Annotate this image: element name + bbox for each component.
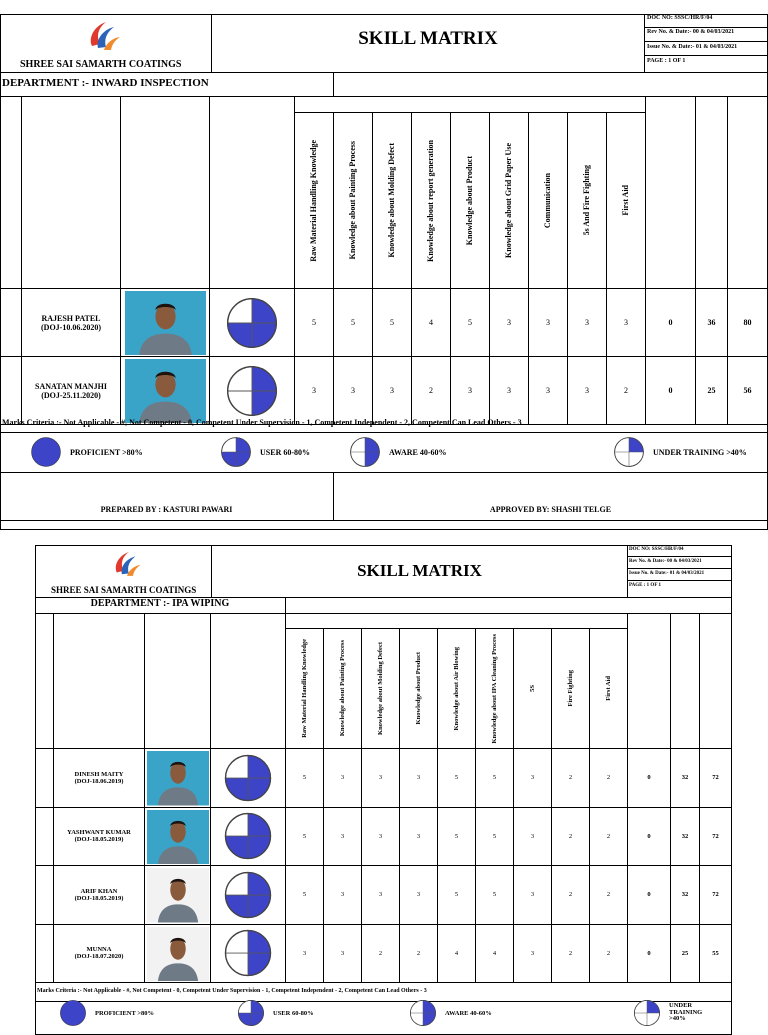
column-header-total-marks: [696, 96, 728, 289]
page-number: PAGE : 1 OF 1: [629, 583, 661, 588]
employee-photo: [147, 868, 209, 923]
row-photo-cell: [145, 808, 211, 867]
company-logo: [84, 18, 124, 54]
column-header-score: [728, 96, 768, 289]
legend-label: UNDER TRAINING >40%: [653, 447, 747, 457]
row-skill-level: [211, 925, 286, 984]
column-header-skill-group: [286, 613, 628, 629]
row-score: 80: [728, 289, 768, 357]
column-header-skill: [373, 113, 412, 289]
skill-mark: 3: [373, 357, 412, 425]
column-header-skill: [490, 113, 529, 289]
divider: [0, 72, 768, 73]
person-photo-icon: [147, 751, 209, 806]
marks-criteria: Marks Criteria :- Not Applicable - #, Not Competent - 0, Competent Under Supervision - 1, Competent Independent - 2, Competent Can Lead Others - 3: [37, 988, 427, 994]
row-score: 55: [700, 925, 732, 984]
skill-mark: 5: [476, 866, 514, 925]
doc-number: DOC NO: SSSC/HR/F/04: [647, 15, 713, 21]
row-name-cell: [54, 925, 145, 984]
column-header-sr: [35, 613, 54, 749]
date-of-joining: (DOJ-18.06.2019): [74, 777, 124, 785]
column-header-skill: [607, 113, 646, 289]
skill-mark: 3: [514, 749, 552, 808]
row-name-cell: [22, 357, 121, 425]
skill-mark: 5: [476, 749, 514, 808]
row-total-marks: 32: [671, 808, 700, 867]
row-name-cell: [22, 289, 121, 357]
skill-mark: 3: [324, 808, 362, 867]
skill-name: Knowledge about report generation: [426, 139, 436, 262]
row-total-marks: 25: [671, 925, 700, 984]
row-skill-level: [210, 357, 295, 425]
skill-mark: 3: [362, 749, 400, 808]
skill-mark: 5: [438, 749, 476, 808]
legend-item: [349, 434, 447, 470]
skill-mark: 3: [514, 925, 552, 984]
date-of-joining: (DOJ-18.07.2020): [74, 953, 124, 961]
column-header-skill-level: [211, 613, 286, 749]
skill-level-pie-icon: [409, 999, 437, 1027]
person-photo-icon: [125, 291, 206, 355]
skill-mark: 2: [607, 357, 646, 425]
skill-mark: 2: [590, 925, 628, 984]
marks-criteria: Marks Criteria :- Not Applicable - #, Not Competent - 0, Competent Under Supervision - 1, Competent Independent - 2, Competent Can Lead Others - 3: [2, 418, 522, 427]
employee-photo: [147, 751, 209, 806]
skill-name: Knowledge about Grid Paper Use: [504, 143, 514, 258]
skill-name: Knowledge about Molding Defect: [387, 143, 397, 258]
skill-level-pie-icon: [223, 753, 273, 803]
person-photo-icon: [147, 927, 209, 982]
skill-mark: 3: [295, 357, 334, 425]
legend-label: USER 60-80%: [260, 447, 311, 457]
skill-mark: 5: [438, 808, 476, 867]
skill-name: Fire Fighting: [566, 670, 574, 707]
column-header-skill-level: [210, 96, 295, 289]
row-sr-number: [35, 925, 54, 984]
issue-number: Issue No. & Date:- 01 & 04/03/2021: [629, 571, 705, 576]
issue-number: Issue No. & Date:- 01 & 04/03/2021: [647, 44, 738, 50]
skill-name: Raw Material Handling Knowledge: [300, 639, 308, 738]
date-of-joining: (DOJ-25.11.2020): [41, 390, 101, 400]
department-label: DEPARTMENT :- INWARD INSPECTION: [2, 77, 209, 89]
column-header-blank: [646, 96, 696, 289]
skill-mark: 5: [286, 749, 324, 808]
column-header-photographs: [121, 96, 210, 289]
column-header-skill: [451, 113, 490, 289]
legend-label: PROFICIENT >80%: [70, 447, 143, 457]
skill-mark: 4: [476, 925, 514, 984]
person-photo-icon: [125, 359, 206, 423]
row-score: 56: [728, 357, 768, 425]
skill-mark: 3: [568, 289, 607, 357]
column-header-name: [54, 613, 145, 749]
column-header-sr: [0, 96, 22, 289]
skill-mark: 2: [590, 866, 628, 925]
row-blank-value: 0: [628, 925, 671, 984]
skill-mark: 3: [334, 357, 373, 425]
column-header-score: [700, 613, 732, 749]
row-blank-value: 0: [628, 808, 671, 867]
skill-mark: 3: [324, 749, 362, 808]
date-of-joining: (DOJ-18.05.2019): [74, 894, 124, 902]
legend-label: AWARE 40-60%: [445, 1009, 492, 1017]
legend-item: [409, 1002, 492, 1024]
employee-photo: [147, 927, 209, 982]
employee-photo: [125, 359, 206, 423]
employee-name: ARIF KHAN: [80, 887, 118, 895]
skill-level-pie-icon: [59, 999, 87, 1027]
legend-item: [220, 434, 310, 470]
skill-matrix-sheet-inward: [0, 14, 768, 530]
prepared-by: PREPARED BY : KASTURI PAWARI: [100, 505, 233, 514]
row-total-marks: 25: [696, 357, 728, 425]
column-header-skill: [514, 629, 552, 749]
legend-item: [237, 1002, 314, 1024]
legend-item: [633, 1002, 719, 1024]
skill-mark: 3: [362, 866, 400, 925]
employee-name: YASHWANT KUMAR: [67, 829, 131, 837]
row-sr-number: [0, 289, 22, 357]
row-sr-number: [35, 808, 54, 867]
row-blank-value: 0: [646, 289, 696, 357]
employee-name: MUNNA: [86, 946, 112, 954]
row-sr-number: [35, 749, 54, 808]
approved-by: APPROVED BY: SHASHI TELGE: [489, 505, 612, 514]
skill-level-pie-icon: [225, 364, 279, 418]
row-sr-number: [0, 357, 22, 425]
skill-mark: 3: [400, 749, 438, 808]
column-header-skill: [438, 629, 476, 749]
skill-level-pie-icon: [30, 436, 62, 468]
legend-label: PROFICIENT >80%: [95, 1009, 155, 1017]
logo-mark-icon: [110, 548, 144, 580]
row-photo-cell: [121, 289, 210, 357]
date-of-joining: (DOJ-18.05.2019): [74, 836, 124, 844]
skill-mark: 5: [286, 808, 324, 867]
skill-level-pie-icon: [223, 811, 273, 861]
skill-mark: 5: [373, 289, 412, 357]
skill-name: First Aid: [621, 185, 631, 216]
skill-level-pie-icon: [237, 999, 265, 1027]
column-header-skill: [552, 629, 590, 749]
legend-label: USER 60-80%: [273, 1009, 314, 1017]
column-header-skill: [400, 629, 438, 749]
date-of-joining: (DOJ-10.06.2020): [41, 322, 101, 332]
row-skill-level: [211, 749, 286, 808]
skill-level-pie-icon: [220, 436, 252, 468]
skill-matrix-sheet-ipa: [35, 545, 732, 1024]
skill-level-pie-icon: [633, 999, 661, 1027]
column-header-skill: [286, 629, 324, 749]
row-sr-number: [35, 866, 54, 925]
skill-mark: 2: [552, 749, 590, 808]
skill-mark: 3: [324, 925, 362, 984]
company-name: SHREE SAI SAMARTH COATINGS: [51, 585, 197, 595]
revision-number: Rev No. & Date:- 00 & 04/03/2021: [647, 29, 735, 35]
legend: [35, 1002, 732, 1024]
skill-name: 5S: [528, 685, 536, 692]
doc-number: DOC NO: SSSC/HR/F/04: [629, 547, 684, 552]
skill-level-pie-icon: [349, 436, 381, 468]
skill-table: [35, 613, 732, 985]
skill-name: First Aid: [604, 676, 612, 701]
skill-mark: 3: [451, 357, 490, 425]
skill-mark: 2: [590, 749, 628, 808]
row-blank-value: 0: [646, 357, 696, 425]
employee-name: DINESH MAITY: [74, 770, 124, 778]
skill-level-pie-icon: [225, 296, 279, 350]
skill-name: Knowledge about Air Blowing: [452, 646, 460, 731]
column-header-name: [22, 96, 121, 289]
employee-photo: [147, 810, 209, 865]
skill-mark: 3: [324, 866, 362, 925]
skill-mark: 5: [451, 289, 490, 357]
column-header-blank: [628, 613, 671, 749]
legend-item: [59, 1002, 154, 1024]
skill-mark: 2: [400, 925, 438, 984]
page-title: SKILL MATRIX: [357, 561, 482, 580]
skill-mark: 5: [334, 289, 373, 357]
column-header-skill-group: [295, 96, 646, 113]
row-name-cell: [54, 749, 145, 808]
row-score: 72: [700, 808, 732, 867]
skill-mark: 3: [400, 808, 438, 867]
company-logo: [110, 548, 144, 580]
skill-mark: 4: [412, 289, 451, 357]
row-total-marks: 32: [671, 749, 700, 808]
row-photo-cell: [121, 357, 210, 425]
logo-mark-icon: [84, 18, 124, 54]
skill-name: Knowledge about Painting Process: [348, 141, 358, 260]
skill-table: [0, 96, 768, 416]
column-header-skill: [334, 113, 373, 289]
skill-mark: 3: [490, 289, 529, 357]
row-skill-level: [211, 808, 286, 867]
column-header-skill: [476, 629, 514, 749]
column-header-skill: [324, 629, 362, 749]
skill-mark: 3: [490, 357, 529, 425]
skill-mark: 5: [476, 808, 514, 867]
skill-mark: 4: [438, 925, 476, 984]
skill-mark: 3: [362, 808, 400, 867]
skill-mark: 2: [552, 925, 590, 984]
skill-name: Knowledge about Product: [465, 155, 475, 246]
column-header-skill: [529, 113, 568, 289]
skill-name: Knowledge about Painting Process: [338, 640, 346, 737]
skill-level-pie-icon: [223, 870, 273, 920]
skill-mark: 5: [438, 866, 476, 925]
skill-mark: 2: [412, 357, 451, 425]
legend-label: AWARE 40-60%: [389, 447, 447, 457]
skill-mark: 5: [286, 866, 324, 925]
skill-mark: 3: [514, 866, 552, 925]
skill-name: Knowledge about Product: [414, 652, 422, 725]
row-name-cell: [54, 866, 145, 925]
row-photo-cell: [145, 749, 211, 808]
divider: [644, 14, 645, 72]
row-photo-cell: [145, 925, 211, 984]
row-skill-level: [210, 289, 295, 357]
revision-number: Rev No. & Date:- 00 & 04/03/2021: [629, 559, 702, 564]
column-header-skill: [295, 113, 334, 289]
row-total-marks: 32: [671, 866, 700, 925]
column-header-skill: [590, 629, 628, 749]
employee-name: SANATAN MANJHI: [35, 381, 107, 391]
skill-mark: 3: [514, 808, 552, 867]
row-blank-value: 0: [628, 749, 671, 808]
legend-item: [30, 434, 143, 470]
skill-mark: 2: [552, 808, 590, 867]
column-header-skill: [412, 113, 451, 289]
person-photo-icon: [147, 810, 209, 865]
skill-mark: 3: [607, 289, 646, 357]
row-blank-value: 0: [628, 866, 671, 925]
skill-mark: 3: [400, 866, 438, 925]
employee-photo: [125, 291, 206, 355]
skill-mark: 2: [362, 925, 400, 984]
page-title: SKILL MATRIX: [358, 28, 498, 49]
row-name-cell: [54, 808, 145, 867]
row-score: 72: [700, 749, 732, 808]
company-name: SHREE SAI SAMARTH COATINGS: [20, 59, 182, 70]
column-header-photographs: [145, 613, 211, 749]
skill-mark: 3: [529, 357, 568, 425]
row-skill-level: [211, 866, 286, 925]
legend-item: [613, 434, 747, 470]
row-total-marks: 36: [696, 289, 728, 357]
skill-name: Knowledge about IPA Cleaning Process: [490, 633, 498, 744]
column-header-skill: [568, 113, 607, 289]
column-header-total-marks: [671, 613, 700, 749]
column-header-skill: [362, 629, 400, 749]
row-score: 72: [700, 866, 732, 925]
employee-name: RAJESH PATEL: [41, 313, 101, 323]
skill-name: Communication: [543, 172, 553, 229]
skill-mark: 3: [286, 925, 324, 984]
skill-name: Knowledge about Molding Defect: [376, 642, 384, 735]
skill-mark: 2: [552, 866, 590, 925]
legend: [0, 434, 768, 472]
person-photo-icon: [147, 868, 209, 923]
skill-mark: 5: [295, 289, 334, 357]
skill-mark: 2: [590, 808, 628, 867]
skill-mark: 3: [568, 357, 607, 425]
legend-label: UNDER TRAINING >40%: [669, 1002, 703, 1023]
row-photo-cell: [145, 866, 211, 925]
department-label: DEPARTMENT :- IPA WIPING: [90, 598, 230, 609]
skill-name: 5s And Fire Fighting: [582, 165, 592, 236]
skill-mark: 3: [529, 289, 568, 357]
skill-name: Raw Material Handling Knowledge: [309, 139, 319, 262]
skill-level-pie-icon: [613, 436, 645, 468]
skill-level-pie-icon: [223, 928, 273, 978]
page-number: PAGE : 1 OF 1: [647, 58, 686, 64]
